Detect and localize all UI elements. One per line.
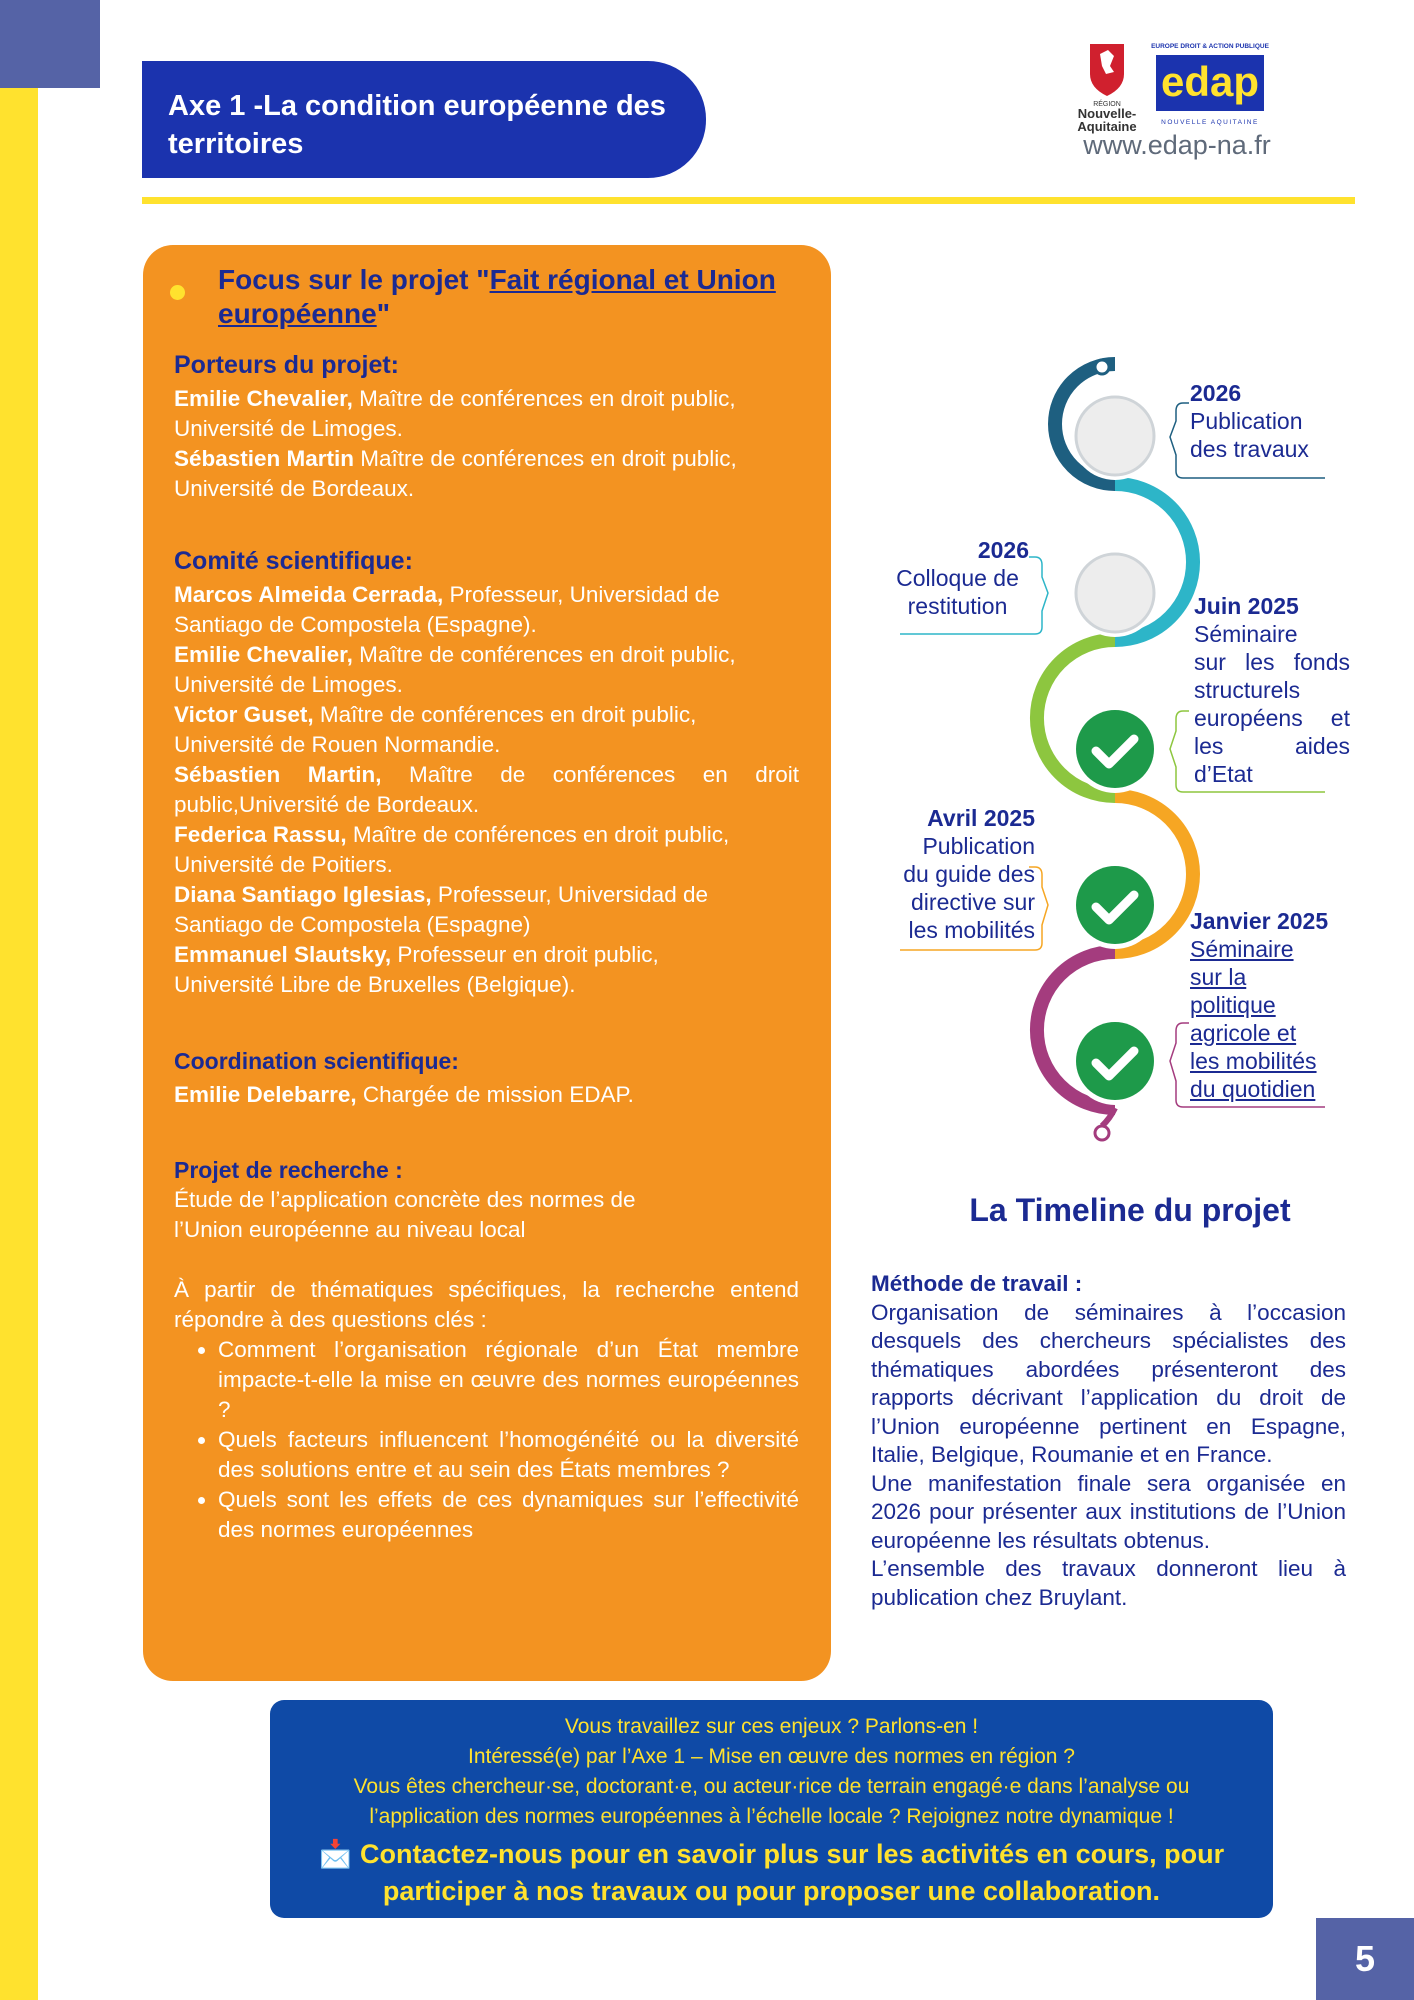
event-text-line: restitution xyxy=(907,593,1008,619)
cta-line: Vous êtes chercheur·se, doctorant·e, ou acteur·rice de terrain engagé·e dans l’analyse ou xyxy=(353,1775,1190,1798)
region-logo-label-3: Aquitaine xyxy=(1077,119,1137,134)
section-title-line2: territoires xyxy=(168,128,304,160)
timeline-title: La Timeline du projet xyxy=(969,1192,1291,1228)
section-title-line1: Axe 1 -La condition européenne des xyxy=(168,90,666,122)
person-role: Maître de conférences en droit public, xyxy=(313,702,697,727)
cta-line: Intéressé(e) par l’Axe 1 – Mise en œuvre des normes en région ? xyxy=(468,1745,1075,1768)
timeline-node-4 xyxy=(1071,861,1159,949)
timeline-end-dot xyxy=(1095,1126,1109,1140)
timeline-node-5 xyxy=(1071,1017,1159,1105)
cta-big-line: Contactez-nous pour en savoir plus sur les activités en cours, pour xyxy=(352,1839,1225,1869)
questions-list xyxy=(174,1335,799,1545)
event-text-line: Colloque de xyxy=(896,565,1019,591)
edap-logo-name: edap xyxy=(1160,58,1260,105)
website-url[interactable]: www.edap-na.fr xyxy=(1083,130,1271,160)
event-year: 2026 xyxy=(977,537,1029,563)
timeline-event-4 xyxy=(880,804,1035,944)
porteurs-heading: Porteurs du projet: xyxy=(174,351,400,379)
methode-paragraph-2: Une manifestation finale sera organisée en 2026 pour présenter aux institutions de l’Union européenne les résultats obtenus. xyxy=(871,1470,1346,1553)
porteurs-section xyxy=(174,350,799,504)
region-logo-label-2: Nouvelle- xyxy=(1077,106,1137,121)
header-divider xyxy=(142,197,1355,204)
page-number: 5 xyxy=(1316,1918,1414,2000)
cta-line: Vous travaillez sur ces enjeux ? Parlons-en ! xyxy=(564,1715,979,1738)
person-role: Maître de conférences en droit public, xyxy=(346,822,730,847)
event-text-line: des travaux xyxy=(1190,436,1309,462)
porteurs-list xyxy=(174,384,799,504)
methode-paragraph-1: Organisation de séminaires à l’occasion desquels des chercheurs spécialistes des thématiques abordées présenteront des rapports décrivant l’application du droit de l’Union européenne pertinent en Espagne, Italie, Belgique, Roumanie et en France. xyxy=(871,1299,1346,1467)
contact-banner xyxy=(270,1700,1273,1918)
projet-heading: Projet de recherche : xyxy=(174,1157,403,1183)
section-title xyxy=(142,61,706,178)
person-affiliation: Santiago de Compostela (Espagne) xyxy=(174,912,531,937)
event-link-line[interactable]: politique xyxy=(1190,992,1276,1018)
edap-logo-top: EUROPE DROIT & ACTION PUBLIQUE xyxy=(1151,43,1269,50)
event-year: Juin 2025 xyxy=(1194,593,1299,619)
comite-section xyxy=(174,546,799,1000)
person-affiliation: Université de Poitiers. xyxy=(174,852,393,877)
timeline-event-1 xyxy=(1190,379,1370,463)
list-item: • Comment l’organisation régionale d’un État membre impacte-t-elle la mise en œuvre des normes européennes ? xyxy=(218,1335,799,1425)
focus-title-link[interactable]: Fait régional et Union européenne xyxy=(218,264,776,329)
bullet-dot-icon xyxy=(170,285,185,300)
event-link-line[interactable]: agricole et xyxy=(1190,1020,1297,1046)
projet-intro: À partir de thématiques spécifiques, la recherche entend répondre à des questions clés : xyxy=(174,1277,799,1332)
event-text-line: les aides xyxy=(1194,733,1350,759)
list-item xyxy=(174,384,799,444)
person-name: Victor Guset, xyxy=(174,702,314,727)
methode-heading: Méthode de travail : xyxy=(871,1271,1083,1296)
person-name: Federica Rassu, xyxy=(174,822,347,847)
person-role: Professeur, Universidad de xyxy=(431,882,708,907)
person-role: Maître de conférences en droit public, xyxy=(352,642,736,667)
timeline-node-2 xyxy=(1071,549,1159,637)
person-name: Emilie Delebarre, xyxy=(174,1082,357,1107)
focus-title xyxy=(218,263,818,331)
event-year: Janvier 2025 xyxy=(1190,908,1329,934)
event-text-line: directive sur xyxy=(911,889,1035,915)
event-year: 2026 xyxy=(1190,380,1242,406)
list-item xyxy=(174,700,799,760)
left-yellow-strip xyxy=(0,0,38,2000)
timeline-node-3 xyxy=(1071,705,1159,793)
person-role: Chargée de mission EDAP. xyxy=(356,1082,634,1107)
comite-list xyxy=(174,580,799,1000)
person-affiliation: Université de Limoges. xyxy=(174,416,403,441)
person-affiliation: Université de Bordeaux. xyxy=(174,476,415,501)
person-name: Sébastien Martin, xyxy=(174,762,382,787)
projet-line2: l’Union européenne au niveau local xyxy=(174,1217,526,1242)
cta-line: l’application des normes européennes à l’échelle locale ? Rejoignez notre dynamique ! xyxy=(369,1805,1174,1828)
envelope-icon: 📩 xyxy=(318,1839,353,1869)
person-affiliation: Université Libre de Bruxelles (Belgique). xyxy=(174,972,576,997)
timeline-node-1 xyxy=(1071,392,1159,480)
person-name: Diana Santiago Iglesias, xyxy=(174,882,432,907)
person-role: Maître de conférences en droit xyxy=(381,762,800,787)
timeline-start-dot xyxy=(1095,360,1109,374)
person-affiliation: Université de Rouen Normandie. xyxy=(174,732,501,757)
comite-heading: Comité scientifique: xyxy=(174,547,413,575)
event-year: Avril 2025 xyxy=(927,805,1035,831)
list-item xyxy=(174,640,799,700)
person-name: Marcos Almeida Cerrada, xyxy=(174,582,444,607)
list-item xyxy=(174,880,799,940)
event-text-line: sur les fonds xyxy=(1194,649,1350,675)
person-role: Professeur en droit public, xyxy=(391,942,659,967)
timeline-event-3 xyxy=(1194,592,1350,788)
timeline-event-5 xyxy=(1190,907,1370,1103)
person-affiliation: Université de Limoges. xyxy=(174,672,403,697)
event-text-line: Séminaire xyxy=(1194,621,1298,647)
timeline-event-2 xyxy=(880,536,1035,620)
event-text-line: structurels xyxy=(1194,677,1301,703)
list-item: • Quels facteurs influencent l’homogénéité ou la diversité des solutions entre et au sein des États membres ? xyxy=(218,1425,799,1485)
focus-title-suffix: " xyxy=(376,298,390,329)
list-item xyxy=(174,940,799,1000)
methode-paragraph-3: L’ensemble des travaux donneront lieu à publication chez Bruylant. xyxy=(871,1556,1346,1610)
list-item xyxy=(174,760,799,790)
person-name: Emilie Chevalier, xyxy=(174,642,353,667)
list-item-continued xyxy=(174,790,799,820)
projet-line1: Étude de l’application concrète des normes de xyxy=(174,1187,636,1212)
edap-logo-bottom: NOUVELLE AQUITAINE xyxy=(1161,119,1259,126)
person-affiliation: Santiago de Compostela (Espagne). xyxy=(174,612,537,637)
coordination-heading: Coordination scientifique: xyxy=(174,1048,459,1074)
event-text-line: européens et xyxy=(1194,705,1350,731)
person-role: Maître de conférences en droit public, xyxy=(354,446,737,471)
cta-big-line: participer à nos travaux ou pour proposer une collaboration. xyxy=(382,1876,1161,1906)
methode-section xyxy=(871,1270,1346,1612)
event-link-line[interactable]: les mobilités xyxy=(1190,1048,1317,1074)
person-role: Professeur, Universidad de xyxy=(443,582,720,607)
person-affiliation: public,Université de Bordeaux. xyxy=(174,792,480,817)
region-logo-icon xyxy=(1072,40,1282,135)
person-name: Emmanuel Slautsky, xyxy=(174,942,392,967)
event-link-line[interactable]: Séminaire xyxy=(1190,936,1294,962)
coordination-section xyxy=(174,1046,799,1110)
projet-section xyxy=(174,1155,799,1545)
person-role: Maître de conférences en droit public, xyxy=(352,386,736,411)
focus-title-prefix: Focus sur le projet " xyxy=(218,264,490,295)
corner-block xyxy=(0,0,100,88)
list-item xyxy=(174,580,799,640)
event-text-line: Publication xyxy=(922,833,1035,859)
list-item xyxy=(174,1080,799,1110)
list-item: • Quels sont les effets de ces dynamiques sur l’effectivité des normes européennes xyxy=(218,1485,799,1545)
event-text-line: du guide des xyxy=(903,861,1035,887)
event-text-line: les mobilités xyxy=(908,917,1035,943)
event-text-line: Publication xyxy=(1190,408,1303,434)
list-item xyxy=(174,444,799,504)
list-item xyxy=(174,820,799,880)
cta-contact xyxy=(270,1836,1273,1910)
person-name: Emilie Chevalier, xyxy=(174,386,353,411)
event-link-line[interactable]: sur la xyxy=(1190,964,1247,990)
person-name: Sébastien Martin xyxy=(174,446,355,471)
region-logo-label-1: RÉGION xyxy=(1093,101,1121,108)
event-text-line: d’Etat xyxy=(1194,761,1253,787)
event-link-line[interactable]: du quotidien xyxy=(1190,1076,1316,1102)
